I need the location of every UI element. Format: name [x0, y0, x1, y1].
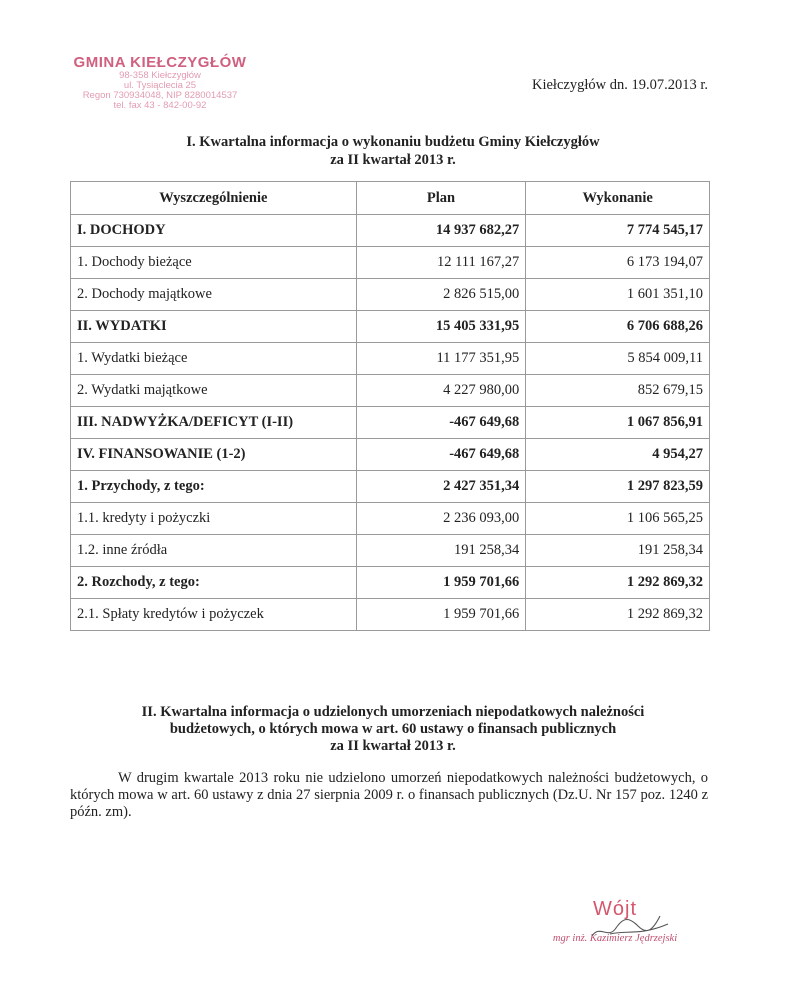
row-label: I. DOCHODY: [71, 215, 357, 247]
row-plan-value: 1 959 701,66: [356, 599, 526, 631]
row-plan-value: 1 959 701,66: [356, 567, 526, 599]
section2-title-line: II. Kwartalna informacja o udzielonych umorzeniach niepodatkowych należności: [141, 704, 645, 720]
row-label: III. NADWYŻKA/DEFICYT (I-II): [71, 407, 357, 439]
row-wykonanie-value: 6 706 688,26: [526, 311, 710, 343]
row-plan-value: 4 227 980,00: [356, 375, 526, 407]
row-label: 2.1. Spłaty kredytów i pożyczek: [71, 599, 357, 631]
row-wykonanie-value: 191 258,34: [526, 535, 710, 567]
table-row: [71, 471, 710, 503]
row-plan-value: 15 405 331,95: [356, 311, 526, 343]
row-label: 1. Wydatki bieżące: [71, 343, 357, 375]
header-wykonanie: Wykonanie: [526, 182, 710, 215]
row-wykonanie-value: 1 292 869,32: [526, 599, 710, 631]
row-wykonanie-value: 7 774 545,17: [526, 215, 710, 247]
stamp-line: tel. fax 43 - 842-00-92: [113, 99, 207, 111]
section2-title: [100, 704, 686, 755]
table-row: [71, 279, 710, 311]
section1-title-line: za II kwartał 2013 r.: [330, 152, 456, 168]
row-wykonanie-value: 1 601 351,10: [526, 279, 710, 311]
row-wykonanie-value: 1 292 869,32: [526, 567, 710, 599]
row-plan-value: 2 236 093,00: [356, 503, 526, 535]
table-row: [71, 343, 710, 375]
stamp-line: ul. Tysiąclecia 25: [123, 79, 197, 91]
stamp-title: GMINA KIEŁCZYGŁÓW: [73, 54, 247, 71]
document-date: Kiełczygłów dn. 19.07.2013 r.: [532, 77, 708, 93]
row-plan-value: 2 826 515,00: [356, 279, 526, 311]
table-row: [71, 215, 710, 247]
table-row: [71, 567, 710, 599]
office-stamp: [60, 55, 260, 111]
row-wykonanie-value: 1 297 823,59: [526, 471, 710, 503]
table-row: [71, 407, 710, 439]
table-row: [71, 311, 710, 343]
row-wykonanie-value: 852 679,15: [526, 375, 710, 407]
row-label: 2. Wydatki majątkowe: [71, 375, 357, 407]
row-wykonanie-value: 4 954,27: [526, 439, 710, 471]
stamp-line: 98-358 Kiełczygłów: [119, 69, 201, 81]
table-row: [71, 535, 710, 567]
row-label: 2. Dochody majątkowe: [71, 279, 357, 311]
signature-block: [530, 898, 700, 944]
row-label: II. WYDATKI: [71, 311, 357, 343]
row-plan-value: 191 258,34: [356, 535, 526, 567]
section2-title-line: za II kwartał 2013 r.: [330, 738, 456, 754]
row-wykonanie-value: 6 173 194,07: [526, 247, 710, 279]
row-label: 1. Przychody, z tego:: [71, 471, 357, 503]
row-label: 2. Rozchody, z tego:: [71, 567, 357, 599]
stamp-line: Regon 730934048, NIP 8280014537: [82, 89, 238, 101]
table-row: [71, 375, 710, 407]
section2-paragraph: W drugim kwartale 2013 roku nie udzielono umorzeń niepodatkowych należności budżetowych, o których mowa w art. 60 ustawy z dnia 27 sierpnia 2009 r. o finansach publicznych (Dz.U. Nr 157 poz. 1240 z późn. zm).: [70, 770, 708, 820]
row-label: 1.2. inne źródła: [71, 535, 357, 567]
table-header-row: [71, 182, 710, 215]
section1-title-line: I. Kwartalna informacja o wykonaniu budżetu Gminy Kiełczygłów: [186, 134, 600, 150]
section2-title-line: budżetowych, o których mowa w art. 60 ustawy o finansach publicznych: [169, 721, 617, 737]
handwritten-signature: [590, 906, 670, 946]
signature-role: Wójt: [593, 898, 637, 920]
section1-title: [0, 133, 786, 169]
table-row: [71, 439, 710, 471]
table-row: [71, 503, 710, 535]
row-plan-value: -467 649,68: [356, 439, 526, 471]
row-label: 1.1. kredyty i pożyczki: [71, 503, 357, 535]
header-plan: Plan: [356, 182, 526, 215]
row-plan-value: -467 649,68: [356, 407, 526, 439]
table-row: [71, 247, 710, 279]
table-row: [71, 599, 710, 631]
row-plan-value: 2 427 351,34: [356, 471, 526, 503]
row-wykonanie-value: 1 106 565,25: [526, 503, 710, 535]
row-wykonanie-value: 1 067 856,91: [526, 407, 710, 439]
row-plan-value: 12 111 167,27: [356, 247, 526, 279]
row-wykonanie-value: 5 854 009,11: [526, 343, 710, 375]
header-wyszczegolnienie: Wyszczególnienie: [71, 182, 357, 215]
signature-name: mgr inż. Kazimierz Jędrzejski: [552, 933, 678, 944]
row-plan-value: 14 937 682,27: [356, 215, 526, 247]
row-label: IV. FINANSOWANIE (1-2): [71, 439, 357, 471]
row-label: 1. Dochody bieżące: [71, 247, 357, 279]
budget-table: [70, 181, 710, 631]
row-plan-value: 11 177 351,95: [356, 343, 526, 375]
budget-table-body: [71, 215, 710, 631]
